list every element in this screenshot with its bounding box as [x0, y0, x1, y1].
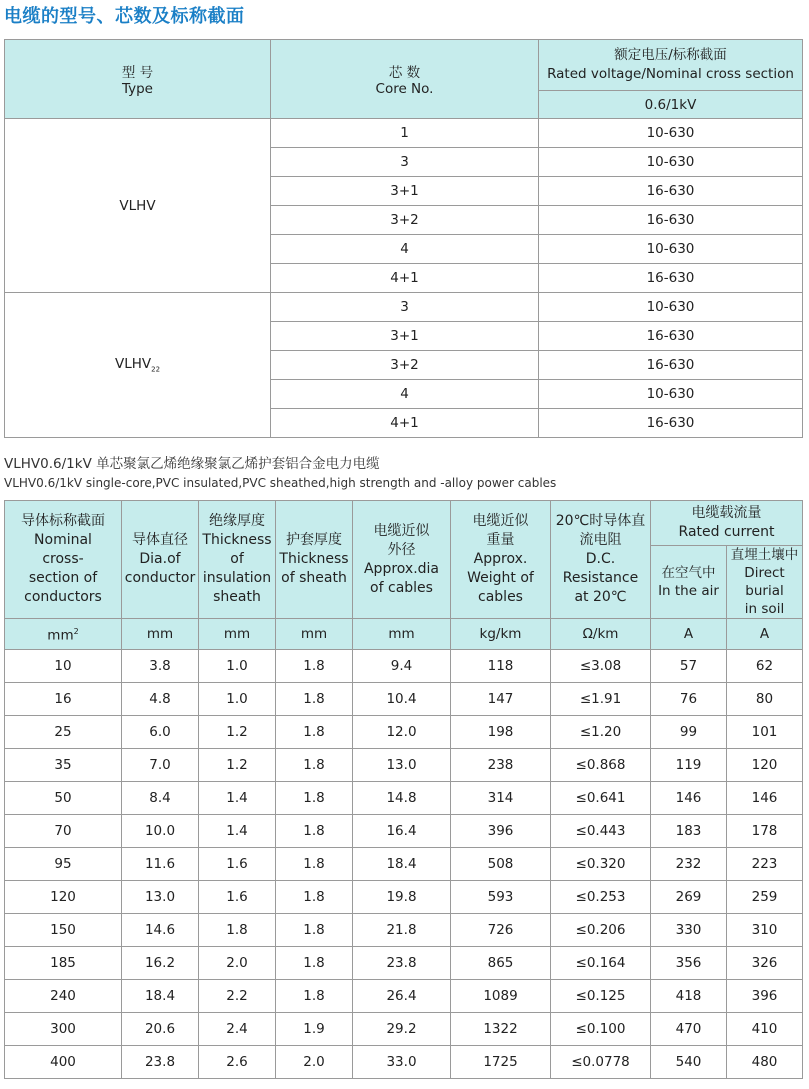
approx-dia-cell: 14.8 [353, 782, 451, 815]
header-rated-cn: 额定电压/标称截面 [614, 47, 727, 63]
cable-type-table [4, 39, 803, 438]
sheath-cell: 1.8 [276, 815, 353, 848]
header-rated-en: Rated voltage/Nominal cross section [547, 66, 794, 82]
approx-dia-cell: 19.8 [353, 881, 451, 914]
weight-cell: 314 [451, 782, 551, 815]
insulation-cell: 2.2 [199, 980, 276, 1013]
current-soil-cell: 80 [727, 683, 803, 716]
table-row [5, 848, 803, 881]
header-line: of sheath [281, 570, 347, 586]
dia-cell: 7.0 [122, 749, 199, 782]
weight-cell: 726 [451, 914, 551, 947]
dia-cell: 8.4 [122, 782, 199, 815]
section-cell: 50 [5, 782, 122, 815]
resistance-cell: ≤1.91 [551, 683, 651, 716]
weight-cell: 396 [451, 815, 551, 848]
header-line: of cables [370, 579, 433, 596]
header-direct-burial [727, 546, 803, 619]
core-cell: 4 [271, 235, 539, 264]
approx-dia-cell: 21.8 [353, 914, 451, 947]
core-cell: 4+1 [271, 264, 539, 293]
core-cell: 4+1 [271, 409, 539, 438]
header-line: at 20℃ [574, 589, 627, 605]
approx-dia-cell: 26.4 [353, 980, 451, 1013]
core-cell: 3+1 [271, 177, 539, 206]
header-type-en: Type [121, 81, 153, 97]
resistance-cell: ≤0.100 [551, 1013, 651, 1046]
insulation-cell: 1.4 [199, 782, 276, 815]
type-cell: $VLHV_{22}$ [5, 293, 271, 438]
dia-cell: 11.6 [122, 848, 199, 881]
header-line: in soil [744, 601, 785, 617]
table-row [5, 914, 803, 947]
dia-cell: 18.4 [122, 980, 199, 1013]
table-row [5, 650, 803, 683]
insulation-cell: 1.0 [199, 683, 276, 716]
section-cell: 120 [5, 881, 122, 914]
header-line: 在空气中 [661, 565, 716, 581]
header-approx-dia [353, 501, 451, 619]
header-line: Thickness [279, 551, 349, 567]
approx-dia-cell: 18.4 [353, 848, 451, 881]
header-line: 流电阻 [579, 532, 622, 548]
table-row [5, 1013, 803, 1046]
header-core-en: Core No. [375, 81, 434, 97]
resistance-cell: ≤0.641 [551, 782, 651, 815]
core-cell: 3+2 [271, 351, 539, 380]
table-row [5, 947, 803, 980]
header-insulation-thickness [199, 501, 276, 619]
table-row [5, 293, 803, 322]
insulation-cell: 1.0 [199, 650, 276, 683]
weight-cell: 198 [451, 716, 551, 749]
section-cell: 95 [5, 848, 122, 881]
header-conductor-dia [122, 501, 199, 619]
resistance-cell: ≤0.320 [551, 848, 651, 881]
insulation-cell: 1.6 [199, 881, 276, 914]
current-air-cell: 356 [651, 947, 727, 980]
insulation-cell: 2.0 [199, 947, 276, 980]
header-line: D.C. [585, 551, 616, 567]
insulation-cell: 1.6 [199, 848, 276, 881]
core-cell: 3+1 [271, 322, 539, 351]
current-air-cell: 183 [651, 815, 727, 848]
resistance-cell: ≤0.443 [551, 815, 651, 848]
approx-dia-cell: 29.2 [353, 1013, 451, 1046]
unit-nominal-section: $mm^2$ [5, 619, 122, 650]
core-cell: 3 [271, 148, 539, 177]
header-type-cn: 型 号 [121, 65, 154, 81]
core-cell: 1 [271, 119, 539, 148]
approx-dia-cell: 10.4 [353, 683, 451, 716]
current-air-cell: 57 [651, 650, 727, 683]
current-soil-cell: 223 [727, 848, 803, 881]
header-line: 重量 [486, 532, 515, 548]
current-air-cell: 470 [651, 1013, 727, 1046]
unit-in-air: A [651, 619, 727, 650]
sheath-cell: 1.8 [276, 914, 353, 947]
unit-approx-weight: kg/km [451, 619, 551, 650]
unit-conductor-dia: mm [122, 619, 199, 650]
sheath-cell: 1.8 [276, 848, 353, 881]
dia-cell: 13.0 [122, 881, 199, 914]
approx-dia-cell: 16.4 [353, 815, 451, 848]
header-type [5, 40, 271, 119]
caption-cn: VLHV0.6/1kV 单芯聚氯乙烯绝缘聚氯乙烯护套铝合金电力电缆 [4, 456, 380, 472]
header-line: In the air [658, 583, 719, 599]
section-cell: 400 [5, 1046, 122, 1079]
approx-dia-cell: 12.0 [353, 716, 451, 749]
current-air-cell: 330 [651, 914, 727, 947]
current-soil-cell: 480 [727, 1046, 803, 1079]
header-line: conductor [124, 570, 196, 586]
weight-cell: 1725 [451, 1046, 551, 1079]
section-cell: 300 [5, 1013, 122, 1046]
page-title: 电缆的型号、芯数及标称截面 [4, 6, 245, 27]
type-cell: VLHV [5, 119, 271, 293]
dia-cell: 6.0 [122, 716, 199, 749]
table-row [5, 980, 803, 1013]
table-row [5, 749, 803, 782]
weight-cell: 238 [451, 749, 551, 782]
section-cell: 10-630 [539, 148, 803, 177]
current-soil-cell: 410 [727, 1013, 803, 1046]
current-soil-cell: 101 [727, 716, 803, 749]
section-cell: 10-630 [539, 235, 803, 264]
current-air-cell: 119 [651, 749, 727, 782]
table-row [5, 119, 803, 148]
header-line: of insulation [202, 551, 272, 586]
header-line: 导体直径 [132, 532, 188, 548]
dia-cell: 3.8 [122, 650, 199, 683]
resistance-cell: ≤0.125 [551, 980, 651, 1013]
header-line: sheath [213, 589, 261, 605]
dia-cell: 10.0 [122, 815, 199, 848]
weight-cell: 1089 [451, 980, 551, 1013]
header-line: 导体标称截面 [21, 513, 105, 529]
current-air-cell: 418 [651, 980, 727, 1013]
caption-en: VLHV0.6/1kV single-core,PVC insulated,PVC sheathed,high strength and -alloy power cables [4, 476, 557, 490]
core-cell: 4 [271, 380, 539, 409]
header-line: 20℃时导体直 [555, 513, 646, 529]
header-line: cross- [42, 551, 84, 567]
weight-cell: 508 [451, 848, 551, 881]
unit-insulation-thickness: mm [199, 619, 276, 650]
current-air-cell: 76 [651, 683, 727, 716]
insulation-cell: 1.4 [199, 815, 276, 848]
section-cell: 16-630 [539, 322, 803, 351]
sheath-cell: 1.8 [276, 782, 353, 815]
dia-cell: 20.6 [122, 1013, 199, 1046]
header-line: 电缆近似 [373, 522, 430, 539]
current-soil-cell: 310 [727, 914, 803, 947]
core-cell: 3+2 [271, 206, 539, 235]
sheath-cell: 2.0 [276, 1046, 353, 1079]
header-line: 绝缘厚度 [209, 513, 265, 529]
resistance-cell: ≤0.0778 [551, 1046, 651, 1079]
weight-cell: 1322 [451, 1013, 551, 1046]
section-cell: 70 [5, 815, 122, 848]
weight-cell: 593 [451, 881, 551, 914]
unit-sheath-thickness: mm [276, 619, 353, 650]
section-cell: 16 [5, 683, 122, 716]
current-air-cell: 146 [651, 782, 727, 815]
section-cell: 16-630 [539, 206, 803, 235]
header-in-air [651, 546, 727, 619]
cable-spec-table [4, 500, 803, 1079]
table-row [5, 782, 803, 815]
section-cell: 10-630 [539, 293, 803, 322]
sheath-cell: 1.8 [276, 650, 353, 683]
sheath-cell: 1.8 [276, 980, 353, 1013]
header-dc-resistance [551, 501, 651, 619]
resistance-cell: ≤0.164 [551, 947, 651, 980]
resistance-cell: ≤0.206 [551, 914, 651, 947]
header-core-cn: 芯 数 [388, 65, 421, 81]
table-row [5, 1046, 803, 1079]
dia-cell: 4.8 [122, 683, 199, 716]
core-cell: 3 [271, 293, 539, 322]
header-line: Resistance [562, 570, 639, 586]
weight-cell: 865 [451, 947, 551, 980]
section-cell: 10 [5, 650, 122, 683]
current-air-cell: 540 [651, 1046, 727, 1079]
header-line: 外径 [387, 541, 416, 558]
resistance-cell: ≤3.08 [551, 650, 651, 683]
insulation-cell: 1.2 [199, 716, 276, 749]
header-line: Direct burial [744, 565, 785, 599]
header-line: section of [28, 570, 98, 586]
resistance-cell: ≤0.868 [551, 749, 651, 782]
section-cell: 25 [5, 716, 122, 749]
header-line: conductors [24, 589, 102, 605]
current-soil-cell: 396 [727, 980, 803, 1013]
unit-approx-dia: mm [353, 619, 451, 650]
weight-cell: 118 [451, 650, 551, 683]
insulation-cell: 2.6 [199, 1046, 276, 1079]
current-soil-cell: 62 [727, 650, 803, 683]
current-soil-cell: 120 [727, 749, 803, 782]
header-line: 护套厚度 [286, 532, 342, 548]
header-rated [539, 40, 803, 91]
section-cell: 240 [5, 980, 122, 1013]
sheath-cell: 1.9 [276, 1013, 353, 1046]
header-sheath-thickness [276, 501, 353, 619]
approx-dia-cell: 23.8 [353, 947, 451, 980]
table-row [5, 683, 803, 716]
header-voltage: 0.6/1kV [539, 91, 803, 119]
section-cell: 16-630 [539, 264, 803, 293]
header-core [271, 40, 539, 119]
insulation-cell: 1.8 [199, 914, 276, 947]
unit-direct-burial: A [727, 619, 803, 650]
header-line: Weight of [467, 570, 534, 586]
header-line: Rated current [678, 524, 775, 540]
approx-dia-cell: 13.0 [353, 749, 451, 782]
sheath-cell: 1.8 [276, 749, 353, 782]
dia-cell: 23.8 [122, 1046, 199, 1079]
insulation-cell: 1.2 [199, 749, 276, 782]
insulation-cell: 2.4 [199, 1013, 276, 1046]
section-cell: 10-630 [539, 380, 803, 409]
section-cell: 10-630 [539, 119, 803, 148]
header-line: cables [478, 589, 523, 605]
sheath-cell: 1.8 [276, 716, 353, 749]
dia-cell: 14.6 [122, 914, 199, 947]
current-air-cell: 232 [651, 848, 727, 881]
section-cell: 16-630 [539, 177, 803, 206]
section-cell: 35 [5, 749, 122, 782]
header-approx-weight [451, 501, 551, 619]
header-line: 电缆近似 [472, 513, 529, 529]
current-soil-cell: 178 [727, 815, 803, 848]
section-cell: 185 [5, 947, 122, 980]
current-soil-cell: 326 [727, 947, 803, 980]
section-cell: 150 [5, 914, 122, 947]
resistance-cell: ≤0.253 [551, 881, 651, 914]
table-row [5, 881, 803, 914]
current-air-cell: 269 [651, 881, 727, 914]
dia-cell: 16.2 [122, 947, 199, 980]
header-line: Nominal [34, 532, 92, 548]
current-soil-cell: 146 [727, 782, 803, 815]
table-row [5, 815, 803, 848]
approx-dia-cell: 9.4 [353, 650, 451, 683]
header-line: 电缆载流量 [691, 505, 762, 521]
current-air-cell: 99 [651, 716, 727, 749]
header-line: Dia.of [139, 551, 181, 567]
resistance-cell: ≤1.20 [551, 716, 651, 749]
section-cell: 16-630 [539, 351, 803, 380]
sheath-cell: 1.8 [276, 683, 353, 716]
header-line: Approx.dia [363, 560, 440, 577]
header-nominal-section [5, 501, 122, 619]
header-line: Approx. [473, 551, 528, 567]
section-cell: 16-630 [539, 409, 803, 438]
sheath-cell: 1.8 [276, 881, 353, 914]
unit-dc-resistance: Ω/km [551, 619, 651, 650]
sheath-cell: 1.8 [276, 947, 353, 980]
header-line: Thickness [202, 532, 272, 548]
current-soil-cell: 259 [727, 881, 803, 914]
header-rated-current [651, 501, 803, 546]
approx-dia-cell: 33.0 [353, 1046, 451, 1079]
header-line: 直埋土壤中 [730, 547, 799, 563]
table-row [5, 716, 803, 749]
weight-cell: 147 [451, 683, 551, 716]
